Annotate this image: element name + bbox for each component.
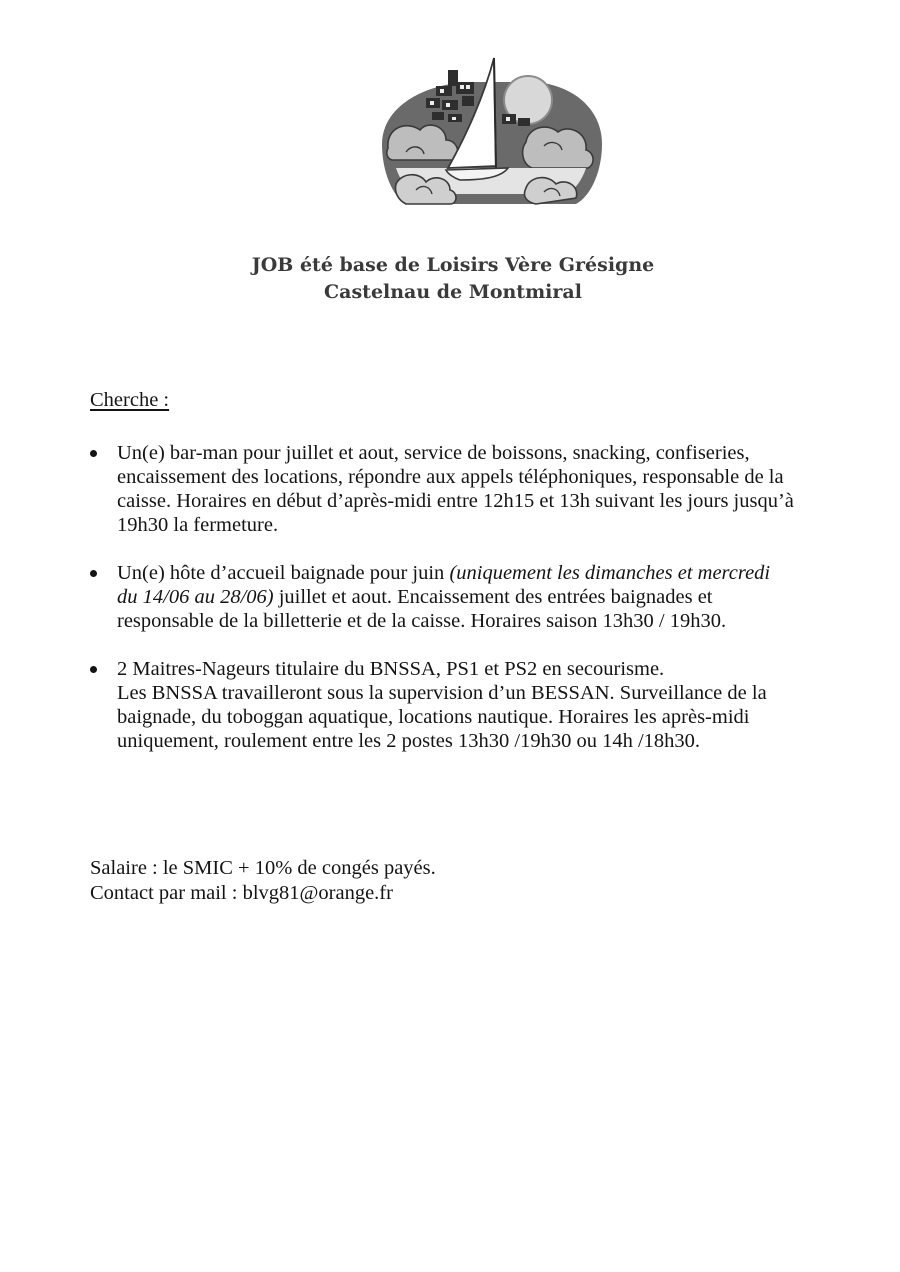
job-offer-maitres-nageurs [90,657,820,753]
section-heading: Cherche : [90,389,170,411]
job-offer-barman [90,441,820,537]
offer-line: encaissement des locations, répondre aux appels téléphoniques, responsable de la [117,466,784,488]
bullet-icon [90,570,97,577]
title-line-2: Castelnau de Montmiral [324,281,582,303]
offer-line: 2 Maitres-Nageurs titulaire du BNSSA, PS1 et PS2 en secourisme. [117,658,665,680]
job-offer-text [117,561,820,633]
offer-line: 19h30 la fermeture. [117,514,279,536]
contact-text: Contact par mail : blvg81@orange.fr [90,882,393,904]
offer-italic-note: (uniquement les dimanches et mercredi [449,562,771,584]
offer-line: Un(e) bar-man pour juillet et aout, service de boissons, snacking, confiseries, [117,442,750,464]
job-offer-text [117,441,820,537]
bullet-icon [90,450,97,457]
offer-line: Les BNSSA travailleront sous la supervision d’un BESSAN. Surveillance de la [117,682,767,704]
footer-info [90,856,436,906]
salary-text: Salaire : le SMIC + 10% de congés payés. [90,857,436,879]
job-offer-text [117,657,820,753]
job-offers-list [90,441,820,777]
job-offer-hote-accueil [90,561,820,633]
sailboat-lake-logo [376,56,606,208]
offer-line: baignade, du toboggan aquatique, locations nautique. Horaires les après-midi [117,706,750,728]
offer-line: uniquement, roulement entre les 2 postes 13h30 /19h30 ou 14h /18h30. [117,730,701,752]
offer-line: responsable de la billetterie et de la caisse. Horaires saison 13h30 / 19h30. [117,610,727,632]
offer-line: caisse. Horaires en début d’après-midi entre 12h15 et 13h suivant les jours jusqu’à [117,490,794,512]
offer-line: juillet et aout. Encaissement des entrées baignades et [273,586,713,608]
title-line-1: JOB été base de Loisirs Vère Grésigne [251,254,655,276]
offer-line: Un(e) hôte d’accueil baignade pour juin [117,562,450,584]
offer-italic-note: du 14/06 au 28/06) [117,586,274,608]
document-title [0,252,900,306]
bullet-icon [90,666,97,673]
